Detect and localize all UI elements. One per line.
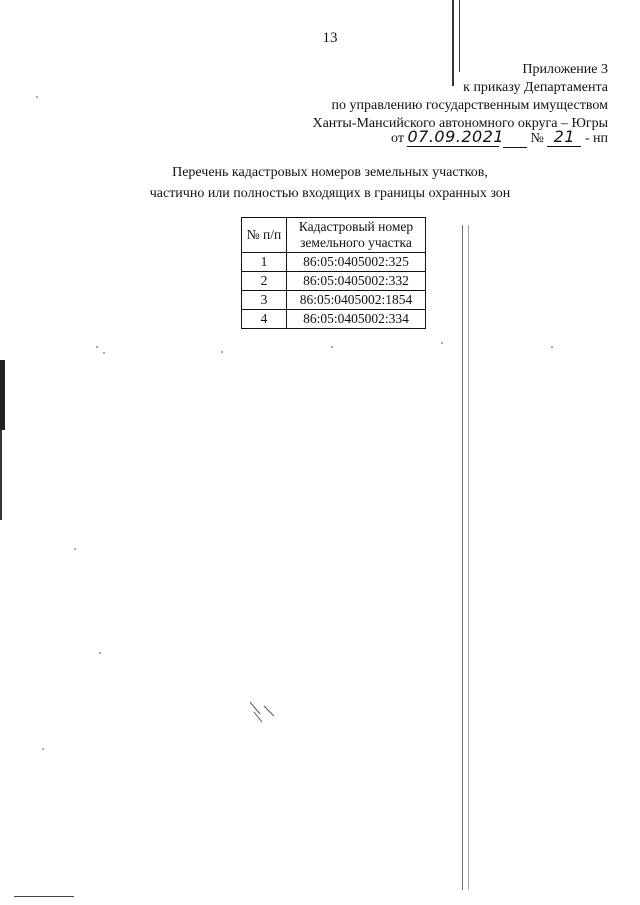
header-number: № п/п [242,218,287,253]
table-header-row [242,218,426,253]
scan-artifact-line [14,896,74,897]
row-number: 3 [242,291,287,310]
cadastral-number: 86:05:0405002:334 [287,310,426,329]
order-date-prefix: от [391,131,404,146]
table-row [242,272,426,291]
appendix-line: по управлению государственным имуществом [331,98,608,113]
scan-artifact-line [462,225,463,890]
document-title-line: частично или полностью входящих в границы охранных зон [149,186,511,201]
document-title-line: Перечень кадастровых номеров земельных участков, [172,165,488,180]
order-suffix: - нп [584,131,608,146]
cadastral-table [241,217,426,329]
scan-artifact-line [0,430,2,520]
document-title [60,162,600,204]
row-number: 1 [242,253,287,272]
appendix-line: Ханты-Мансийского автономного округа – Югры [312,116,608,131]
order-line [391,127,608,148]
order-number: 21 [547,127,581,147]
scan-artifact-mark [248,700,278,730]
appendix-title: Приложение 3 [522,62,608,77]
table-row [242,253,426,272]
row-number: 2 [242,272,287,291]
table-row [242,291,426,310]
appendix-line: к приказу Департамента [463,80,608,95]
scan-artifact-line [0,360,5,430]
cadastral-number: 86:05:0405002:332 [287,272,426,291]
table-row [242,310,426,329]
order-date: 07.09.2021 [407,127,505,146]
page-number: 13 [322,30,338,46]
order-blank [503,131,527,148]
row-number: 4 [242,310,287,329]
cadastral-number: 86:05:0405002:1854 [287,291,426,310]
cadastral-number: 86:05:0405002:325 [287,253,426,272]
header-cadastral-number: Кадастровый номер земельного участка [287,218,426,253]
scan-artifact-line [468,225,469,890]
order-number-prefix: № [530,131,544,146]
